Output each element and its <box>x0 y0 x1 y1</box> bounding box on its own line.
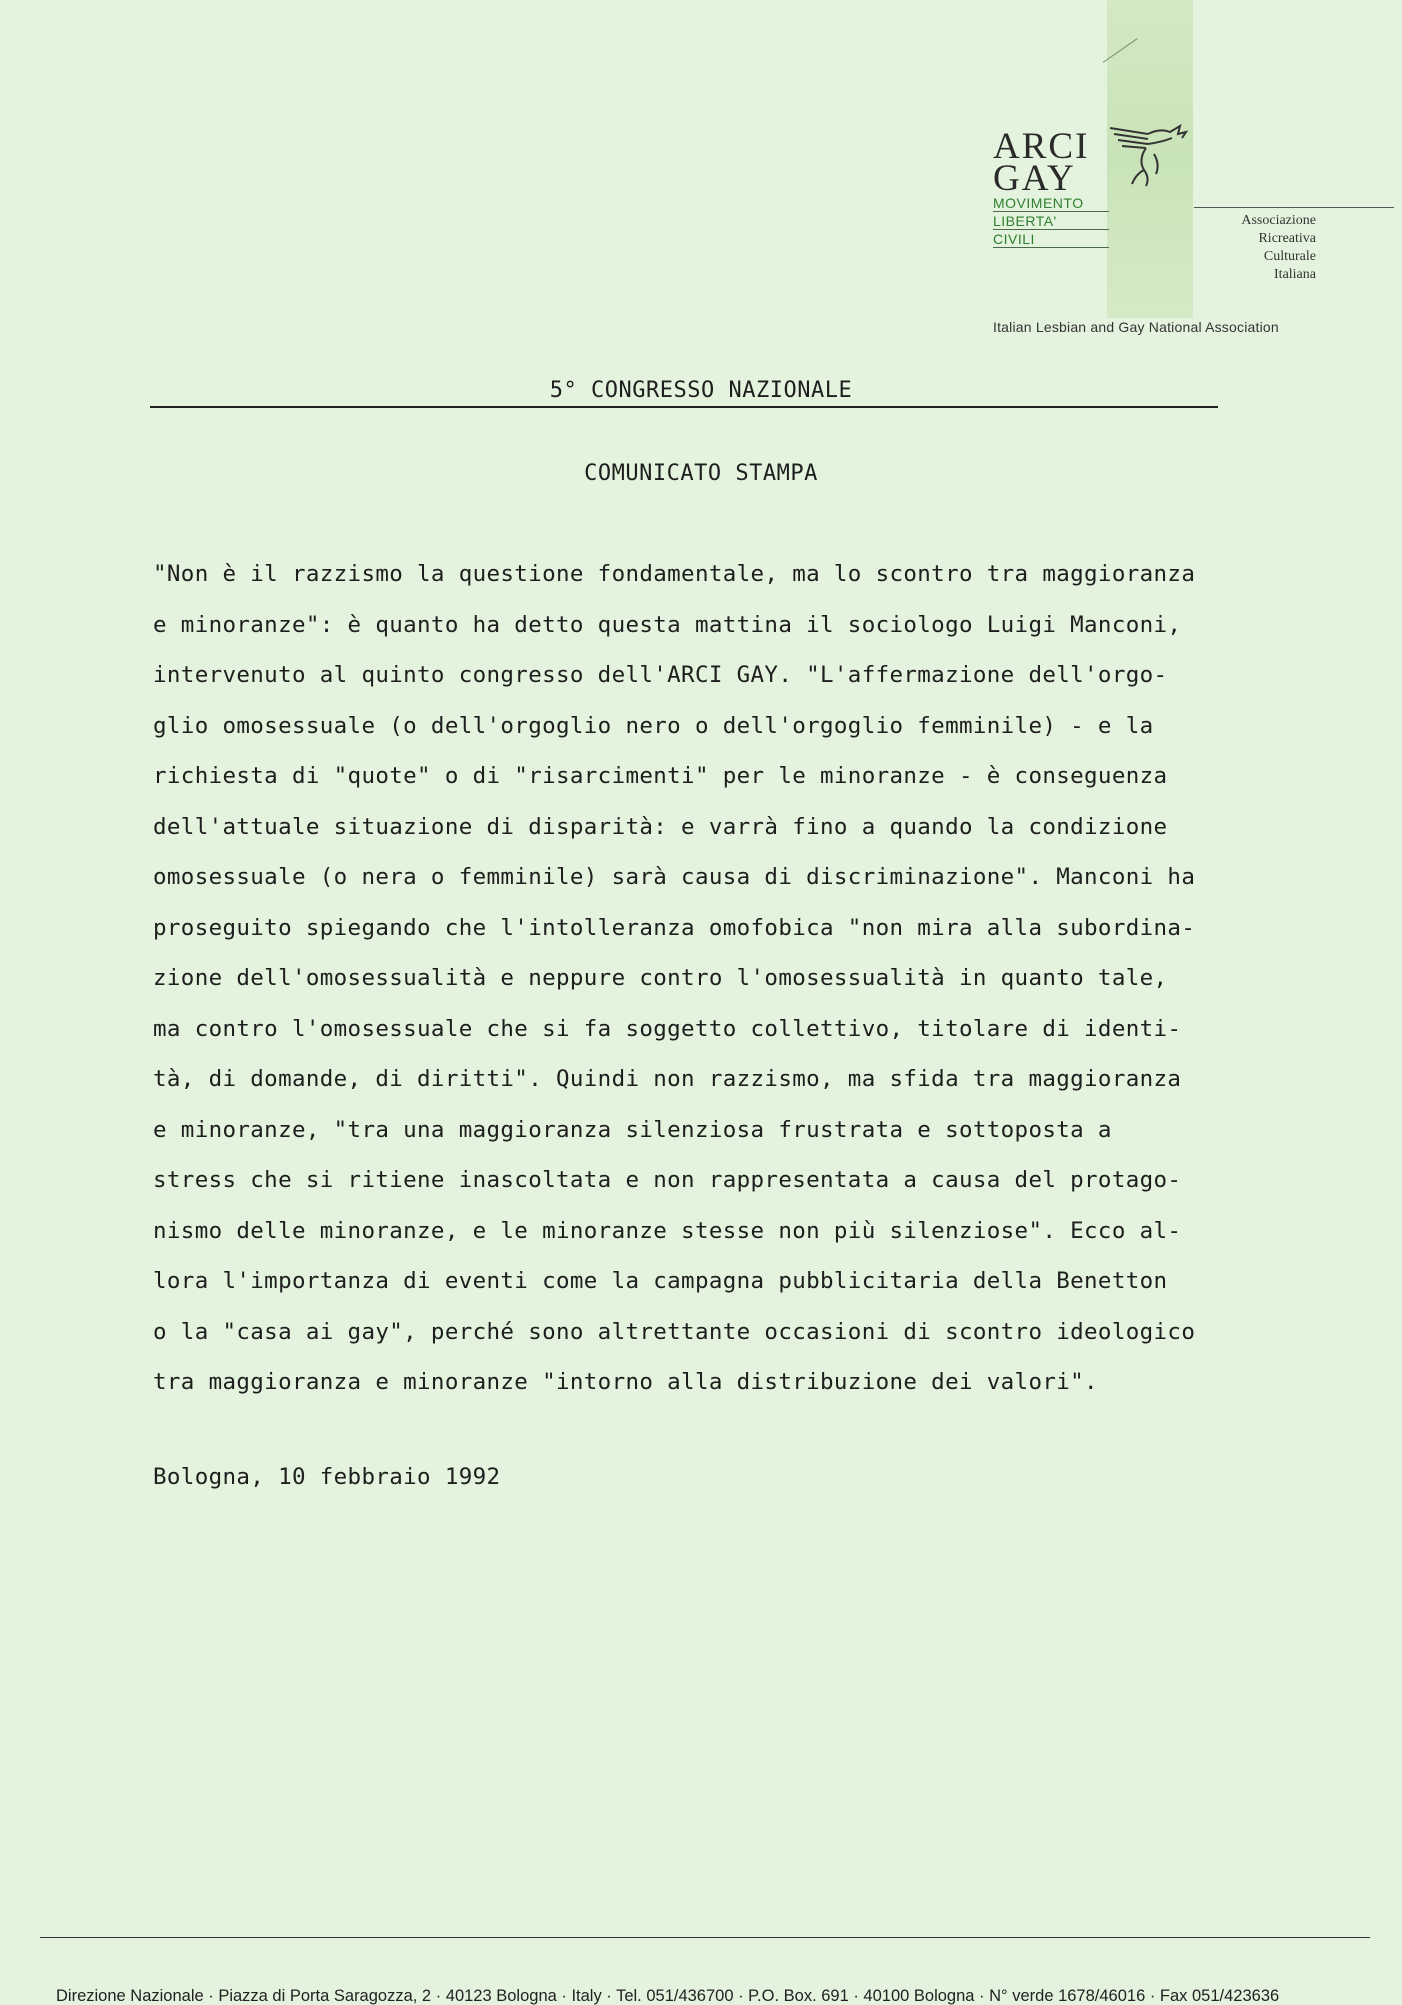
body-line: lora l'importanza di eventi come la campagna pubblicitaria della Benetton <box>153 1268 1168 1294</box>
title-underline <box>150 406 1218 408</box>
body-line: richiesta di "quote" o di "risarcimenti" per le minoranze - è conseguenza <box>153 763 1168 789</box>
association-line-4: Italiana <box>1274 267 1316 282</box>
body-line: tra maggioranza e minoranze "intorno alla distribuzione dei valori". <box>153 1369 1098 1395</box>
footer-rule <box>40 1937 1370 1938</box>
body-line: tà, di domande, di diritti". Quindi non razzismo, ma sfida tra maggioranza <box>153 1066 1182 1092</box>
body-line: proseguito spiegando che l'intolleranza omofobica "non mira alla subordina- <box>153 914 1196 941</box>
body-line: "Non è il razzismo la questione fondamentale, ma lo scontro tra maggioranza <box>153 561 1196 587</box>
body-line: o la "casa ai gay", perché sono altrettante occasioni di scontro ideologico <box>153 1318 1196 1345</box>
movement-rule <box>993 211 1109 212</box>
body-line: stress che si ritiene inascoltata e non rappresentata a causa del protago- <box>153 1167 1182 1193</box>
association-line-1: Associazione <box>1241 213 1316 228</box>
congress-title: 5° CONGRESSO NAZIONALE <box>549 378 853 403</box>
footer-address: Direzione Nazionale · Piazza di Porta Saragozza, 2 · 40123 Bologna · Italy · Tel. 051/436700 · P.O. Box. 691 · 40100 Bologna · N° verde 1678/46016 · Fax 051/423636 <box>56 1987 1280 2005</box>
english-association-name: Italian Lesbian and Gay National Association <box>993 319 1279 335</box>
body-line: ma contro l'omosessuale che si fa soggetto collettivo, titolare di identi- <box>153 1015 1182 1042</box>
body-line: zione dell'omosessualità e neppure contro l'omosessualità in quanto tale, <box>153 965 1168 991</box>
body-line: dell'attuale situazione di disparità: e varrà fino a quando la condizione <box>153 813 1168 840</box>
body-line: intervenuto al quinto congresso dell'ARCI GAY. "L'affermazione dell'orgo- <box>153 662 1168 688</box>
movement-rule <box>993 229 1109 230</box>
movement-rule <box>993 247 1109 248</box>
movement-line-2: LIBERTA' <box>993 213 1057 229</box>
body-line: e minoranze": è quanto ha detto questa mattina il sociologo Luigi Manconi, <box>153 611 1182 638</box>
body-line: glio omosessuale (o dell'orgoglio nero o dell'orgoglio femminile) - e la <box>153 712 1154 739</box>
body-line: nismo delle minoranze, e le minoranze stesse non più silenziose". Ecco al- <box>153 1217 1182 1244</box>
association-rule <box>1194 207 1394 208</box>
press-release-heading: COMUNICATO STAMPA <box>584 461 818 486</box>
press-release-body <box>153 559 1253 1418</box>
movement-line-3: CIVILI <box>993 231 1035 247</box>
body-line: omosessuale (o nera o femminile) sarà causa di discriminazione". Manconi ha <box>153 864 1196 890</box>
body-line: e minoranze, "tra una maggioranza silenziosa frustrata e sottoposta a <box>153 1116 1112 1143</box>
dateline: Bologna, 10 febbraio 1992 <box>153 1464 501 1490</box>
association-line-3: Culturale <box>1263 249 1316 264</box>
movement-line-1: MOVIMENTO <box>993 195 1084 211</box>
logo-gay-text: GAY <box>993 158 1076 199</box>
pegasus-icon <box>1108 124 1190 188</box>
association-line-2: Ricreativa <box>1258 231 1316 246</box>
logo-arci-text: ARCI <box>993 126 1090 167</box>
